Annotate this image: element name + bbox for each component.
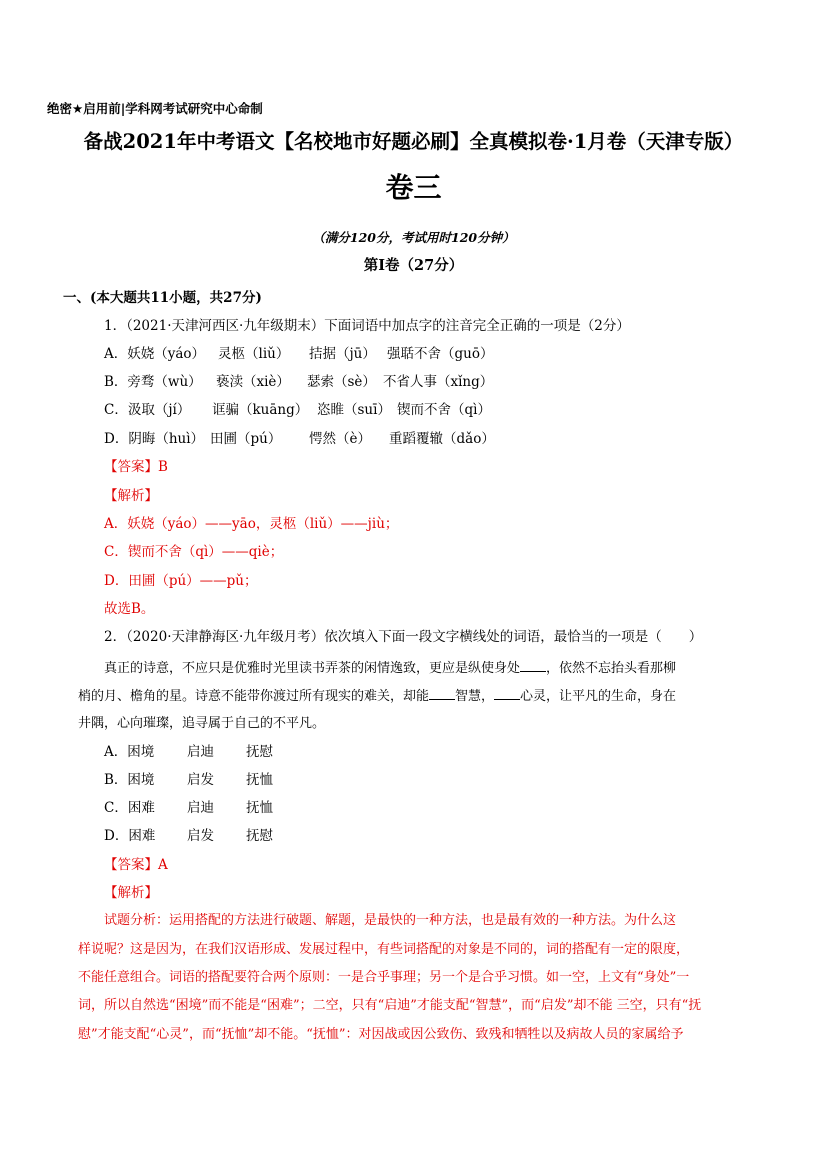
question-2-analysis-line-1: 试题分析：运用搭配的方法进行破题、解题，是最快的一种方法，也是最有效的一种方法。为什么这 [104, 913, 677, 928]
question-2-option-d: D．困难 启发 抚慰 [104, 828, 273, 844]
question-2-passage-line-1: 真正的诗意，不应只是优雅时光里读书弄茶的闲情逸致，更应是纵使身处 ，依然不忘抬头看那柳 [104, 657, 676, 679]
part-heading: 第Ⅰ卷（27分） [363, 257, 464, 274]
question-1-option-b: B．旁骛（wù） 亵渎（xiè） 瑟索（sè） 不省人事（xǐng） [104, 374, 494, 390]
answer-blank-3 [494, 685, 520, 700]
question-1-analysis-a: A．妖娆（yáo）——yāo，灵柩（liǔ）——jiù； [104, 516, 399, 532]
exam-title: 备战2021年中考语文【名校地市好题必刷】全真模拟卷·1月卷（天津专版） [83, 130, 744, 153]
question-1-stem: 1．（2021·天津河西区·九年级期末）下面词语中加点字的注音完全正确的一项是（2分） [104, 318, 630, 334]
exam-subtitle: 卷三 [385, 171, 442, 204]
question-2-answer: 【答案】A [104, 857, 168, 873]
question-2-stem: 2．（2020·天津静海区·九年级月考）依次填入下面一段文字横线处的词语，最恰当的一项是（ ） [104, 629, 703, 645]
section-heading: 一、(本大题共11小题，共27分) [63, 290, 262, 306]
secret-label: 绝密★启用前|学科网考试研究中心命制 [47, 101, 263, 116]
question-2-analysis-line-3: 不能任意组合。词语的搭配要符合两个原则：一是合乎事理；另一个是合乎习惯。如一空，上文有“身处”一 [78, 970, 690, 985]
question-1-option-a: A．妖娆（yáo） 灵柩（liǔ） 拮据（jū） 强聒不舍（guō） [104, 346, 494, 362]
question-1-option-c: C．汲取（jí） 诓骗（kuāng） 恣睢（suī） 锲而不舍（qì） [104, 402, 491, 418]
question-1-analysis-d: D．田圃（pú）——pǔ； [104, 573, 258, 589]
question-2-option-b: B．困境 启发 抚恤 [104, 772, 273, 788]
answer-blank-1 [520, 657, 546, 672]
question-2-passage-line-3: 井隅，心向璀璨，追寻属于自己的不平凡。 [78, 716, 326, 731]
question-1-analysis-c: C．锲而不舍（qì）——qiè； [104, 544, 284, 560]
question-2-analysis-line-5: 慰”才能支配“心灵”，而“抚恤”却不能。“抚恤”：对因战或因公致伤、致残和牺牲以及病故人员的家属给予 [78, 1027, 684, 1042]
question-2-analysis-label: 【解析】 [104, 885, 158, 901]
question-2-option-a: A．困境 启迪 抚慰 [104, 744, 273, 760]
question-1-analysis-label: 【解析】 [104, 488, 158, 504]
question-1-answer: 【答案】B [104, 459, 168, 475]
score-note: （满分120分，考试用时120分钟） [312, 230, 515, 245]
question-1-option-d: D．阴晦（huì） 田圃（pú） 愕然（è） 重蹈覆辙（dǎo） [104, 431, 495, 447]
question-2-option-c: C．困难 启迪 抚恤 [104, 800, 273, 816]
question-2-passage-line-2: 梢的月、檐角的星。诗意不能带你渡过所有现实的难关，却能 智慧， 心灵，让平凡的生命，身在 [78, 685, 676, 707]
question-2-analysis-line-2: 样说呢？这是因为，在我们汉语形成、发展过程中，有些词搭配的对象是不同的，词的搭配有一定的限度， [78, 942, 690, 957]
question-2-analysis-line-4: 词，所以自然选“困境”而不能是“困难”；二空，只有“启迪”才能支配“智慧”，而“启发”却不能 三空，只有“抚 [78, 998, 702, 1013]
question-1-conclusion: 故选B。 [104, 601, 155, 617]
answer-blank-2 [429, 685, 455, 700]
